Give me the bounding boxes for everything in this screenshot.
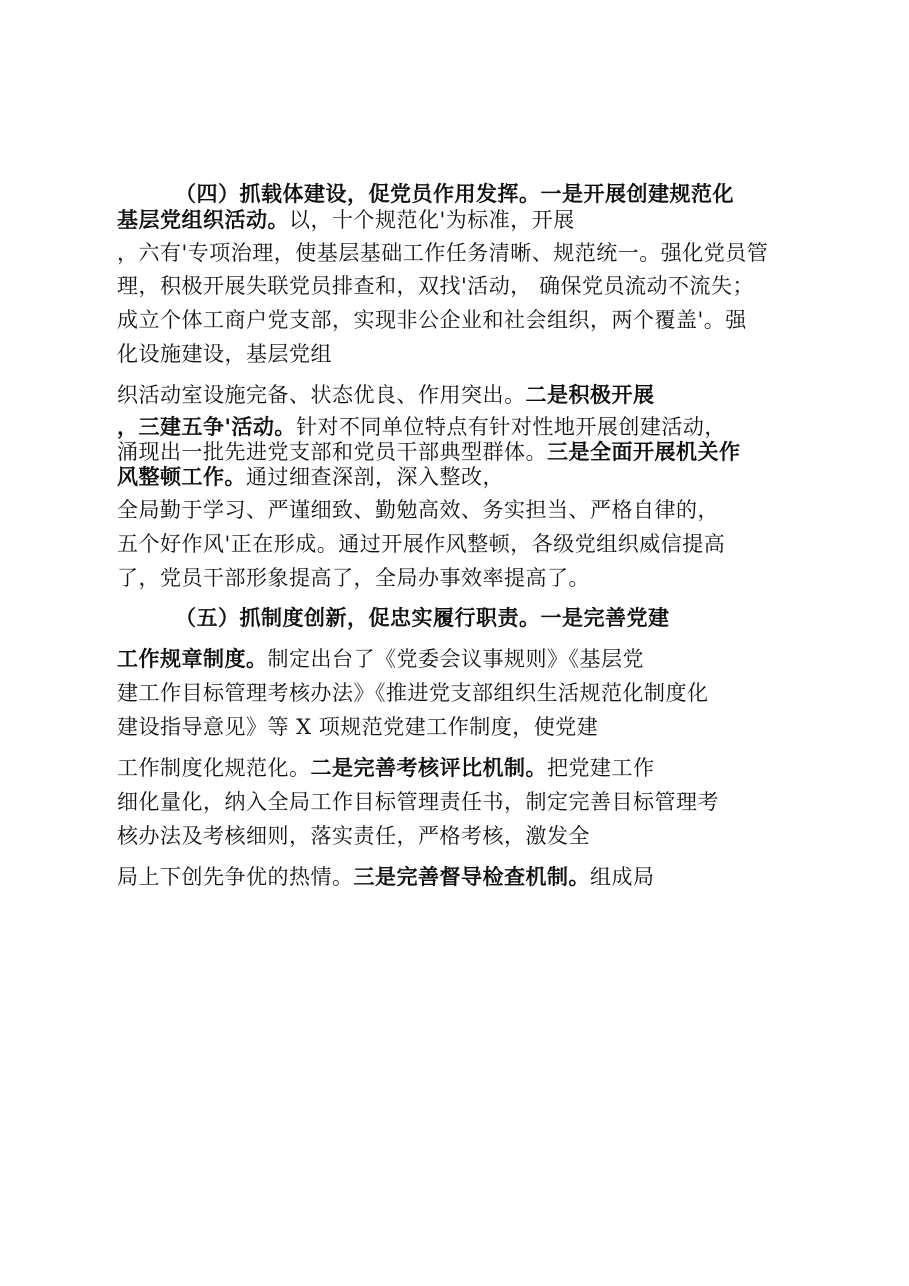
text-segment: 细化量化，纳入全局工作目标管理责任书，制定完善目标管理考 — [117, 790, 719, 814]
text-line — [117, 754, 655, 782]
text-line — [117, 863, 655, 891]
text-segment: 组成局 — [590, 865, 655, 889]
text-segment: 以，十个规范化'为标准，开展 — [289, 208, 575, 232]
text-segment: 制定出台了《党委会议事规则》《基层党 — [267, 647, 644, 671]
bold-text-segment: 二是积极开展 — [525, 383, 655, 407]
text-segment: 建设指导意见》等 X 项规范党建工作制度，使党建 — [117, 715, 599, 739]
bold-text-segment: （四）抓载体建设，促党员作用发挥。一是开展创建规范化 — [175, 182, 734, 206]
text-segment: 五个好作风'正在形成。通过开展作风整顿，各级党组织威信提高 — [117, 532, 726, 556]
text-segment: 把党建工作 — [547, 756, 655, 780]
text-segment: 化设施建设，基层党组 — [117, 342, 332, 366]
text-line — [175, 180, 734, 208]
text-line — [117, 822, 590, 850]
text-segment: 通过细查深剖，深入整改， — [246, 465, 504, 489]
text-line — [117, 496, 719, 524]
text-line — [117, 239, 768, 267]
text-line — [117, 530, 725, 558]
text-segment: 局上下创先争优的热情。 — [117, 865, 354, 889]
bold-text-segment: ，三建五争'活动。 — [117, 415, 296, 439]
text-segment: 针对不同单位特点有针对性地开展创建活动， — [295, 415, 726, 439]
text-segment: 建工作目标管理考核办法》《推进党支部组织生活规范化制度化 — [117, 681, 709, 705]
text-line — [117, 463, 504, 491]
text-segment: 涌现出一批先进党支部和党员干部典型群体。 — [117, 440, 547, 464]
text-segment: 工作制度化规范化。 — [117, 756, 311, 780]
text-line — [117, 438, 741, 466]
text-line — [175, 604, 670, 632]
bold-text-segment: （五）抓制度创新，促忠实履行职责。一是完善党建 — [175, 606, 670, 630]
text-line — [117, 306, 747, 334]
bold-text-segment: 三是全面开展机关作 — [547, 440, 741, 464]
text-segment: ，六有'专项治理，使基层基础工作任务清晰、规范统一。强化党员管 — [117, 241, 769, 265]
text-line — [117, 645, 644, 673]
text-line — [117, 206, 575, 234]
bold-text-segment: 工作规章制度。 — [117, 647, 268, 671]
text-line — [117, 272, 754, 300]
text-segment: 成立个体工商户党支部，实现非公企业和社会组织，两个覆盖'。强 — [117, 308, 747, 332]
text-line — [117, 340, 332, 368]
text-line — [117, 381, 655, 409]
bold-text-segment: 基层党组织活动。 — [117, 208, 289, 232]
text-segment: 织活动室设施完备、状态优良、作用突出。 — [117, 383, 526, 407]
text-line — [117, 413, 726, 441]
text-segment: 了，党员干部形象提高了，全局办事效率提高了。 — [117, 566, 590, 590]
text-line — [117, 713, 598, 741]
bold-text-segment: 三是完善督导检查机制。 — [353, 865, 590, 889]
text-line — [117, 679, 709, 707]
bold-text-segment: 风整顿工作。 — [117, 465, 246, 489]
text-segment: 核办法及考核细则，落实责任，严格考核，激发全 — [117, 824, 590, 848]
text-segment: 全局勤于学习、严谨细致、勤勉高效、务实担当、严格自律的， — [117, 498, 719, 522]
bold-text-segment: 二是完善考核评比机制。 — [310, 756, 547, 780]
text-segment: 理，积极开展失联党员排查和，双找'活动， 确保党员流动不流失； — [117, 274, 754, 298]
text-line — [117, 788, 719, 816]
text-line — [117, 564, 590, 592]
